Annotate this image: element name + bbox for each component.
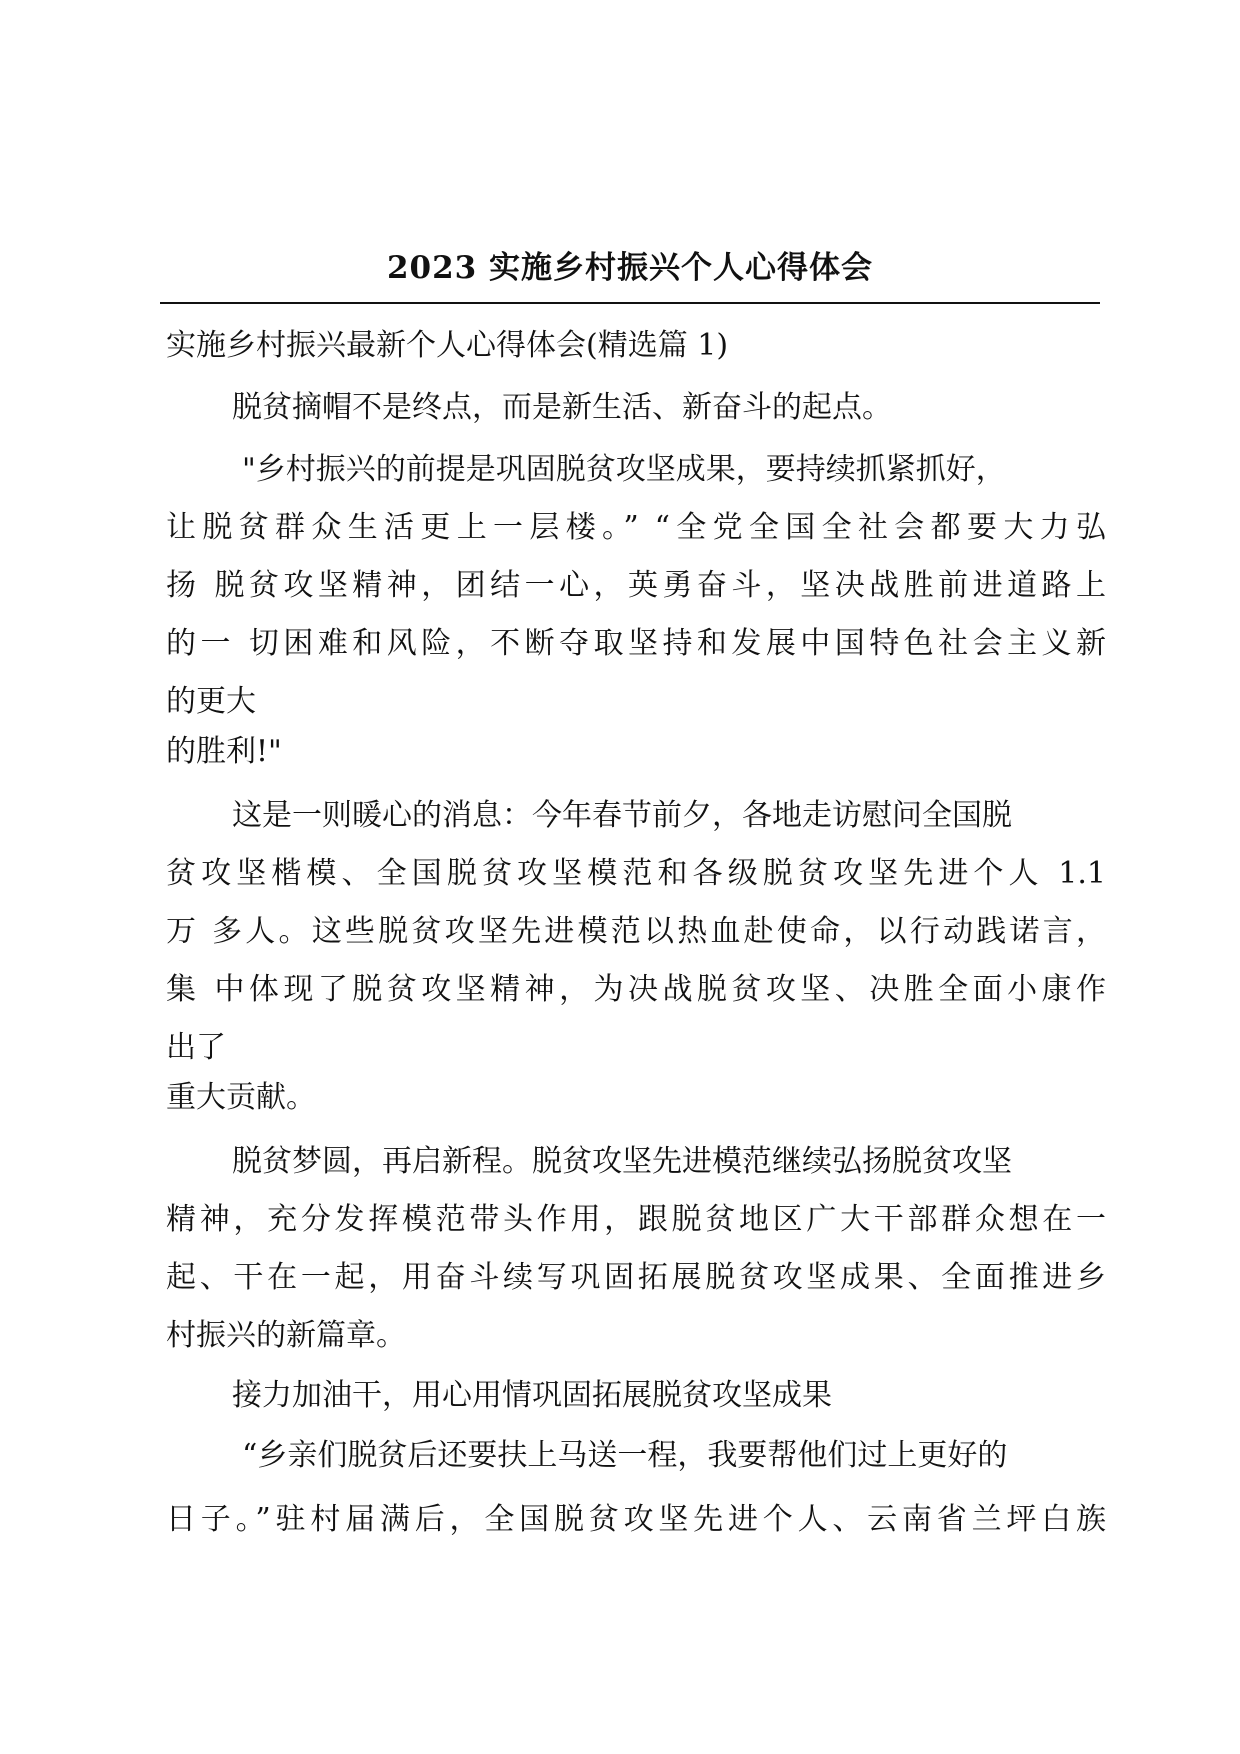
body-line: 的更大 [166,684,256,719]
body-line: “乡亲们脱贫后还要扶上马送一程，我要帮他们过上更好的 [242,1438,1008,1473]
body-line: 万 多人。这些脱贫攻坚先进模范以热血赴使命，以行动践诺言， [166,914,1106,949]
body-line: 起、干在一起，用奋斗续写巩固拓展脱贫攻坚成果、全面推进乡 [166,1260,1106,1295]
body-line: 村振兴的新篇章。 [166,1318,406,1353]
body-line: 脱贫梦圆，再启新程。脱贫攻坚先进模范继续弘扬脱贫攻坚 [232,1144,1012,1179]
body-line: 贫攻坚楷模、全国脱贫攻坚模范和各级脱贫攻坚先进个人 1.1 [166,856,1106,891]
body-line: 接力加油干，用心用情巩固拓展脱贫攻坚成果 [232,1378,832,1413]
body-line: 扬 脱贫攻坚精神，团结一心，英勇奋斗，坚决战胜前进道路上 [166,568,1106,603]
body-line: 让脱贫群众生活更上一层楼。” “全党全国全社会都要大力弘 [166,510,1106,545]
section-heading: 实施乡村振兴最新个人心得体会(精选篇 1) [166,328,729,363]
title-divider [160,302,1100,304]
body-line: "乡村振兴的前提是巩固脱贫攻坚成果，要持续抓紧抓好， [242,452,1006,487]
body-line: 的胜利!" [166,734,282,769]
body-line: 的一 切困难和风险，不断夺取坚持和发展中国特色社会主义新 [166,626,1106,661]
body-line: 这是一则暖心的消息：今年春节前夕，各地走访慰问全国脱 [232,798,1012,833]
body-line: 集 中体现了脱贫攻坚精神，为决战脱贫攻坚、决胜全面小康作 [166,972,1106,1007]
body-line: 重大贡献。 [166,1080,316,1115]
body-line: 脱贫摘帽不是终点，而是新生活、新奋斗的起点。 [232,390,892,425]
body-line: 精神，充分发挥模范带头作用，跟脱贫地区广大干部群众想在一 [166,1202,1106,1237]
body-line: 出了 [166,1030,226,1065]
body-line: 日子。”驻村届满后，全国脱贫攻坚先进个人、云南省兰坪白族 [166,1502,1106,1537]
document-title: 2023 实施乡村振兴个人心得体会 [386,250,874,286]
